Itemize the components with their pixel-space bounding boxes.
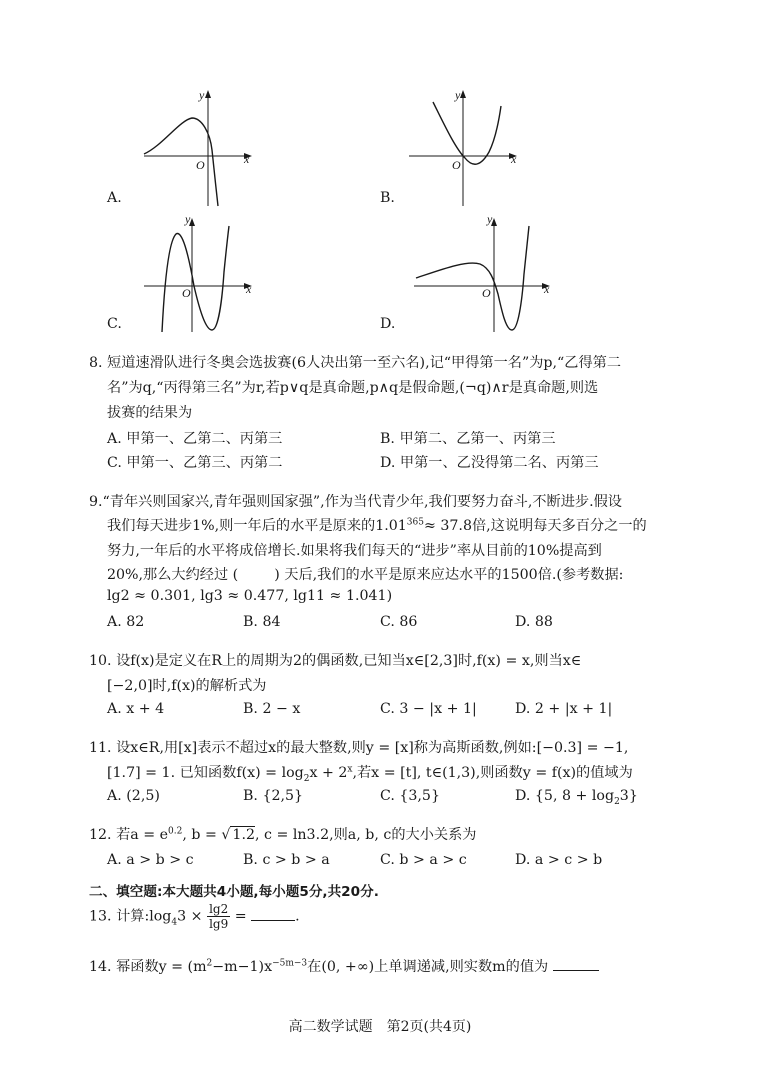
q12-sqrt: 1.2: [232, 827, 255, 843]
q12-option-b[interactable]: B. c > b > a: [243, 852, 330, 868]
q11-log-base: 2: [303, 773, 310, 784]
origin-label: O: [182, 286, 191, 300]
x-axis-label: x: [244, 152, 250, 166]
q14-suffix: 在(0, +∞)上单调递减,则实数m的值为: [307, 959, 549, 975]
y-axis-label: y: [185, 212, 191, 226]
q8-option-a[interactable]: A. 甲第一、乙第二、丙第三: [107, 431, 283, 447]
q9-line2-b: ≈ 37.8倍,这说明每天多百分之一的: [423, 518, 647, 534]
q13-line: [89, 902, 300, 931]
q13-equals: =: [234, 908, 247, 925]
q8-line1: 8. 短道速滑队进行冬奥会选拔赛(6人决出第一至六名),记“甲得第一名”为p,“乙得第二: [89, 355, 622, 371]
q11-line2-c: ,若x = [t], t∈(1,3),则函数y = f(x)的值域为: [352, 765, 633, 781]
origin-label: O: [482, 286, 491, 300]
q12-option-d[interactable]: D. a > c > b: [515, 852, 603, 868]
q11-option-d-a: D. {5, 8 + log: [515, 788, 615, 804]
q11-option-d-base: 2: [614, 796, 620, 807]
graph-option-d: [410, 212, 560, 334]
y-axis-label: y: [487, 212, 493, 226]
option-b-label: B.: [380, 190, 395, 206]
q11-line2-a: [1.7] = 1. 已知函数f(x) = log: [107, 765, 304, 781]
graph-option-b: [405, 88, 525, 210]
q12-line: 12. 若$a = e^{0.2}$, b = √ 1.2, c = ln3.2,则a, b, c的大小关系为: [89, 826, 477, 843]
q14-answer-blank[interactable]: [553, 956, 599, 971]
q14-exponent-1: 2: [206, 958, 213, 969]
x-axis-label: x: [544, 282, 550, 296]
q9-line3: 努力,一年后的水平将成倍增长.如果将我们每天的“进步”率从目前的10%提高到: [107, 543, 602, 559]
option-c-label: C.: [107, 316, 122, 332]
x-axis-label: x: [246, 282, 252, 296]
q9-option-c[interactable]: C. 86: [380, 614, 418, 630]
graph-option-c: [140, 212, 260, 334]
q13-numerator: lg2: [209, 902, 229, 916]
q12-line-b: , b =: [182, 827, 222, 843]
y-axis-label: y: [199, 88, 205, 102]
origin-label: O: [452, 158, 461, 172]
q11-option-a[interactable]: A. (2,5): [107, 788, 160, 804]
q13-denominator: lg9: [209, 917, 229, 931]
q12-line-a: 12. 若a = e: [89, 827, 169, 843]
q11-line1: 11. 设x∈R,用[x]表示不超过x的最大整数,则y = [x]称为高斯函数,例如:[−0.3] = −1,: [89, 740, 629, 756]
q13-end: .: [295, 908, 300, 925]
page-footer: 高二数学试题 第2页(共4页): [288, 1019, 472, 1035]
q9-line2: [107, 515, 647, 535]
q14-exponent-2: −5m−3: [272, 958, 308, 969]
q10-option-b[interactable]: B. 2 − x: [243, 701, 301, 717]
q10-option-a[interactable]: A. x + 4: [107, 701, 165, 717]
graph-option-a: [140, 88, 260, 210]
q9-line4-b: ) 天后,我们的水平是原来应达水平的1500倍.(参考数据:: [274, 567, 624, 583]
q11-option-d[interactable]: [515, 788, 638, 807]
x-axis-label: x: [511, 152, 517, 166]
q11-line2: [107, 762, 633, 784]
q8-option-c[interactable]: C. 甲第一、乙第三、丙第二: [107, 455, 283, 471]
q13-log-base: 4: [171, 917, 178, 928]
q9-line5: lg2 ≈ 0.301, lg3 ≈ 0.477, lg11 ≈ 1.041): [107, 588, 393, 604]
q10-option-d[interactable]: D. 2 + |x + 1|: [515, 701, 613, 717]
q9-line2-a: 我们每天进步1%,则一年后的水平是原来的1.01: [107, 518, 407, 534]
q8-line2: 名”为q,“丙得第三名”为r,若p∨q是真命题,p∧q是假命题,(¬q)∧r是真命题,则选: [107, 380, 599, 396]
origin-label: O: [196, 158, 205, 172]
q12-option-c[interactable]: C. b > a > c: [380, 852, 467, 868]
q13-fraction: [207, 902, 230, 931]
q9-option-d[interactable]: D. 88: [515, 614, 553, 630]
q9-line4-a: 20%,那么大约经过 (: [107, 567, 239, 583]
q11-option-b[interactable]: B. {2,5}: [243, 788, 304, 804]
q12-line-c: , c = ln3.2,则a, b, c的大小关系为: [255, 827, 477, 843]
q13-answer-blank[interactable]: [251, 906, 295, 921]
q12-option-a[interactable]: A. a > b > c: [107, 852, 194, 868]
q11-option-d-b: 3}: [619, 788, 638, 804]
y-axis-label: y: [455, 88, 461, 102]
option-d-label: D.: [380, 316, 396, 332]
option-a-label: A.: [107, 190, 122, 206]
q14-line: [89, 956, 599, 976]
q11-line2-b: x + 2: [309, 765, 348, 781]
q13-prefix: 13. 计算:log: [89, 908, 172, 925]
q10-line2: [−2,0]时,f(x)的解析式为: [107, 678, 267, 694]
q8-option-b[interactable]: B. 甲第二、乙第一、丙第三: [380, 431, 556, 447]
q9-line4: [107, 564, 623, 584]
q11-option-c[interactable]: C. {3,5}: [380, 788, 440, 804]
q10-line1: 10. 设f(x)是定义在R上的周期为2的偶函数,已知当x∈[2,3]时,f(x) = x,则当x∈: [89, 653, 582, 669]
q9-option-b[interactable]: B. 84: [243, 614, 281, 630]
q9-option-a[interactable]: A. 82: [107, 614, 145, 630]
q11-exponent: x: [347, 764, 353, 775]
q8-line3: 拔赛的结果为: [107, 405, 193, 421]
q10-option-c[interactable]: C. 3 − |x + 1|: [380, 701, 477, 717]
q14-mid: −m−1)x: [212, 959, 273, 975]
q9-line1: 9.“青年兴则国家兴,青年强则国家强”,作为当代青少年,我们要努力奋斗,不断进步.假设: [89, 494, 622, 510]
q13-mid: 3 ×: [177, 908, 203, 925]
q12-exponent: 0.2: [168, 826, 183, 837]
q14-prefix: 14. 幂函数y = (m: [89, 959, 207, 975]
q8-option-d[interactable]: D. 甲第一、乙没得第二名、丙第三: [380, 455, 599, 471]
q9-exponent: 365: [406, 517, 424, 528]
section-heading: 二、填空题:本大题共4小题,每小题5分,共20分.: [89, 884, 379, 900]
